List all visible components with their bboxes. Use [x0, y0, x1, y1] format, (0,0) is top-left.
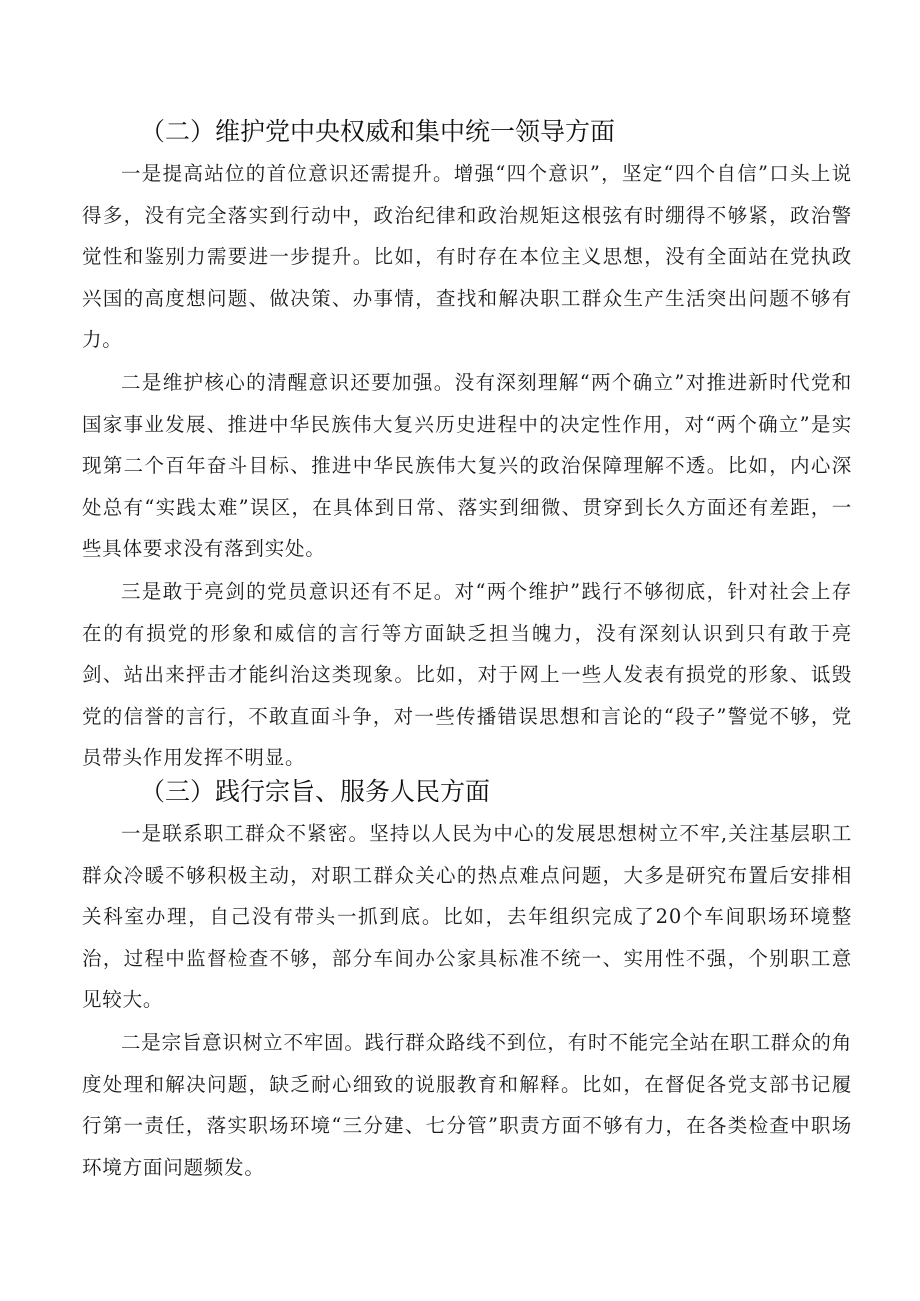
- paragraph: 一是联系职工群众不紧密。坚持以人民为中心的发展思想树立不牢,关注基层职工群众冷暖不够积极主动，对职工群众关心的热点难点问题，大多是研究布置后安排相关科室办理，自己没有带头一抓到底。比如，去年组织完成了20个车间职场环境整治，过程中监督检查不够，部分车间办公家具标准不统一、实用性不强，个别职工意见较大。: [82, 822, 852, 1011]
- section-heading-2: （二）维护党中央权威和集中统一领导方面: [140, 117, 616, 146]
- paragraph: 一是提高站位的首位意识还需提升。增强“四个意识”，坚定“四个自信”口头上说得多，没有完全落实到行动中，政治纪律和政治规矩这根弦有时绷得不够紧，政治警觉性和鉴别力需要进一步提升。比如，有时存在本位主义思想，没有全面站在党执政兴国的高度想问题、做决策、办事情，查找和解决职工群众生产生活突出问题不够有力。: [82, 162, 852, 351]
- paragraph: 二是宗旨意识树立不牢固。践行群众路线不到位，有时不能完全站在职工群众的角度处理和解决问题，缺乏耐心细致的说服教育和解释。比如，在督促各党支部书记履行第一责任，落实职场环境“三分建、七分管”职责方面不够有力，在各类检查中职场环境方面问题频发。: [82, 1031, 852, 1179]
- paragraph: 二是维护核心的清醒意识还要加强。没有深刻理解“两个确立”对推进新时代党和国家事业发展、推进中华民族伟大复兴历史进程中的决定性作用，对“两个确立”是实现第二个百年奋斗目标、推进中华民族伟大复兴的政治保障理解不透。比如，内心深处总有“实践太难”误区，在具体到日常、落实到细微、贯穿到长久方面还有差距，一些具体要求没有落到实处。: [82, 371, 852, 560]
- section-heading-3: （三）践行宗旨、服务人民方面: [140, 777, 491, 806]
- paragraph: 三是敢于亮剑的党员意识还有不足。对“两个维护”践行不够彻底，针对社会上存在的有损党的形象和威信的言行等方面缺乏担当魄力，没有深刻认识到只有敢于亮剑、站出来抨击才能纠治这类现象。比如，对于网上一些人发表有损党的形象、诋毁党的信誉的言行，不敢直面斗争，对一些传播错误思想和言论的“段子”警觉不够，党员带头作用发挥不明显。: [82, 580, 852, 769]
